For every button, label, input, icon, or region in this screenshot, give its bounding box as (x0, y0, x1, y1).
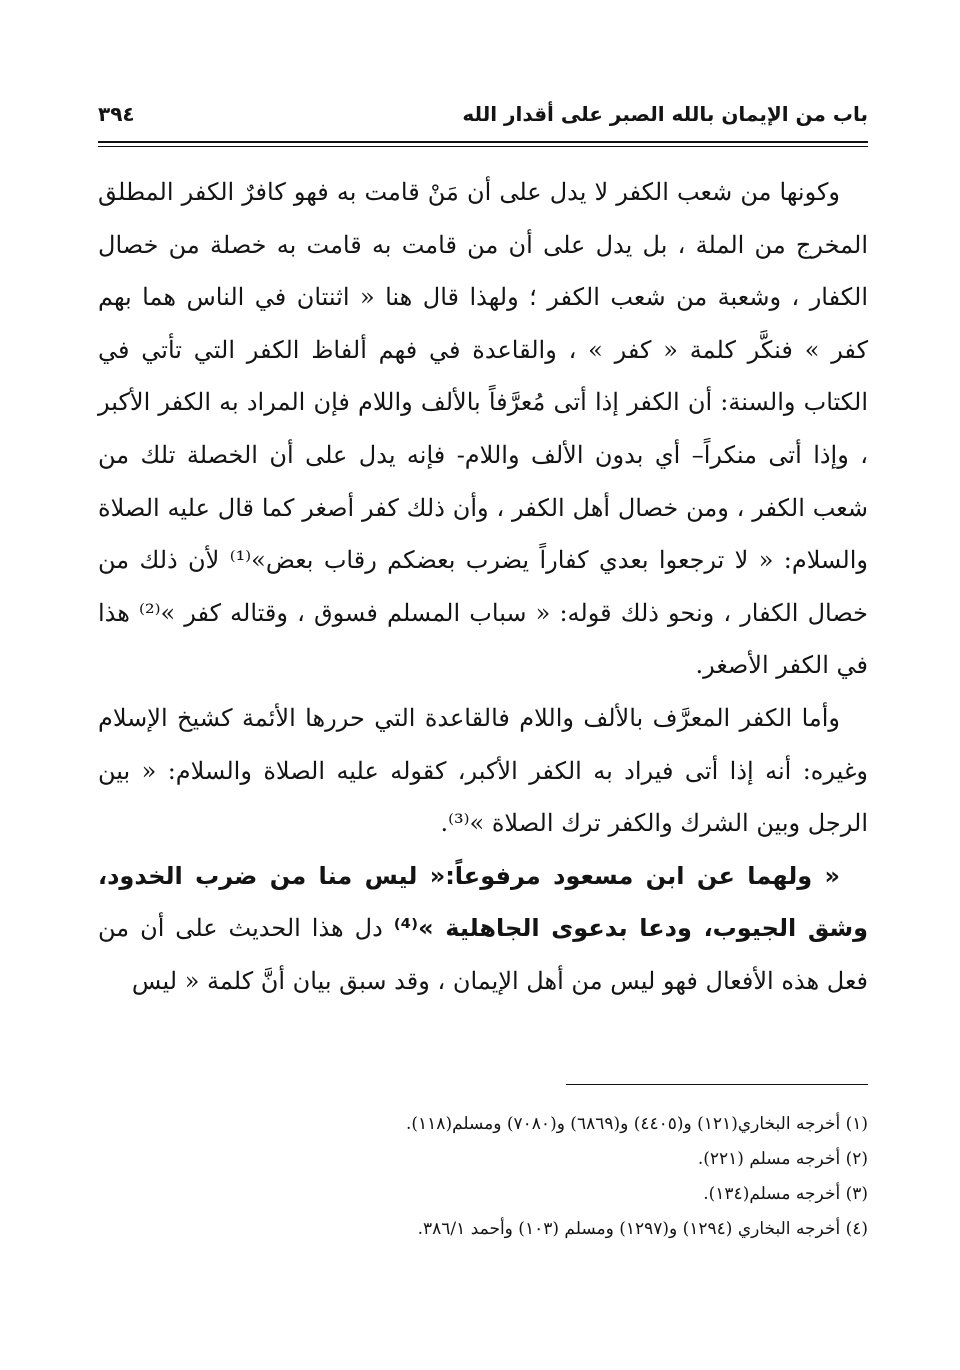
page-number: ٣٩٤ (98, 102, 135, 126)
footnote-divider (566, 1084, 868, 1085)
footnote-2: (٢) أخرجه مسلم (٢٢١). (697, 1149, 868, 1169)
footnote-1: (١) أخرجه البخاري(١٢١) و(٤٤٠٥) و(٦٨٦٩) و(٧٠٨٠) ومسلم(١١٨). (405, 1114, 868, 1134)
header-divider (98, 141, 868, 143)
footnote-3: (٣) أخرجه مسلم(١٣٤). (703, 1184, 868, 1204)
page-header (98, 98, 868, 138)
hadith-quote: « ولهما عن ابن مسعود مرفوعاً:« ليس منا من ضرب الخدود، وشق الجيوب، ودعا بدعوى الجاهلية »⁽⁴⁾ (98, 861, 869, 943)
paragraph-2: وأما الكفر المعرَّف بالألف واللام فالقاعدة التي حررها الأئمة كشيخ الإسلام وغيره: أنه إذا أتى فيراد به الكفر الأكبر، كقوله عليه الصلاة والسلام: « بين الرجل وبين الشرك والكفر ترك الصلاة »⁽³⁾. (98, 703, 868, 838)
hadith-paragraph (98, 850, 868, 1008)
paragraph-1: وكونها من شعب الكفر لا يدل على أن مَنْ قامت به فهو كافرٌ الكفر المطلق المخرج من الملة ، بل يدل على أن من قامت به قامت به خصلة من خصال الكفار ، وشعبة من شعب الكفر ؛ ولهذا قال هنا « اثنتان في الناس هما بهم كفر » فنكَّر كلمة « كفر » ، والقاعدة في فهم ألفاظ الكفر التي تأتي في الكتاب والسنة: أن الكفر إذا أتى مُعرَّفاً بالألف واللام فإن المراد به الكفر الأكبر ، وإذا أتى منكراً– أي بدون الألف واللام- فإنه يدل على أن الخصلة تلك من شعب الكفر ، ومن خصال أهل الكفر ، وأن ذلك كفر أصغر كما قال عليه الصلاة والسلام: « لا ترجعوا بعدي كفاراً يضرب بعضكم رقاب بعض»⁽¹⁾ لأن ذلك من خصال الكفار ، ونحو ذلك قوله: « سباب المسلم فسوق ، وقتاله كفر »⁽²⁾ هذا في الكفر الأصغر. (98, 178, 868, 680)
chapter-title: باب من الإيمان بالله الصبر على أقدار الله (462, 102, 868, 126)
footnotes (98, 1107, 868, 1247)
footnote-4: (٤) أخرجه البخاري (١٢٩٤) و(١٢٩٧) ومسلم (١٠٣) وأحمد ٣٨٦/١. (417, 1219, 868, 1239)
header-divider-thin (98, 146, 868, 147)
body-text (98, 166, 868, 1008)
hadith-commentary: دل هذا الحديث على أن من فعل هذه الأفعال فهو ليس من أهل الإيمان ، وقد سبق بيان أنَّ كلمة « ليس (98, 914, 868, 995)
